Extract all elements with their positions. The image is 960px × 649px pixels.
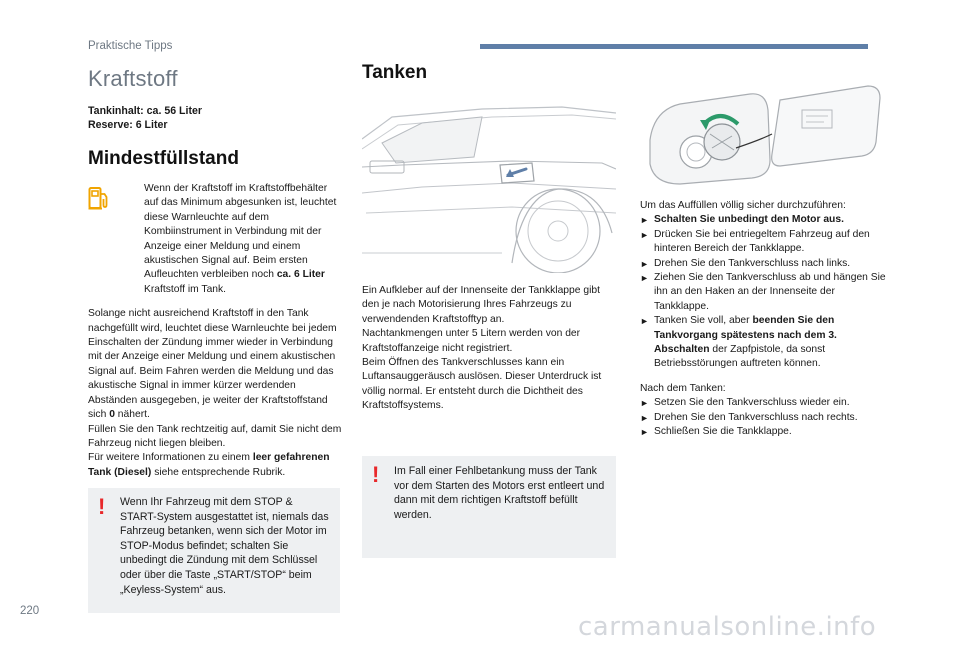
list-item — [640, 271, 892, 314]
misfuelling-warning-note — [362, 456, 616, 558]
step-fill-bold: beenden Sie den Tankvorgang spätestens nach dem 3. Abschalten — [654, 315, 837, 356]
capacity-line: Tankinhalt: ca. 56 Liter — [88, 105, 203, 117]
arrow-bullet-icon: ► — [640, 215, 649, 226]
arrow-bullet-icon: ► — [640, 398, 649, 409]
list-item — [640, 411, 892, 425]
fuel-pump-icon — [88, 182, 144, 297]
list-item — [640, 314, 892, 372]
stop-start-warning-note — [88, 488, 340, 613]
after-step-close-flap: Schließen Sie die Tankklappe. — [654, 426, 792, 438]
misfuelling-warning-text: Im Fall einer Fehlbetankung muss der Tank vor dem Starten des Motors erst entleert und dann mit dem richtigen Kraftstoff befüllt werden. — [394, 465, 605, 521]
warning-light-text-main: Wenn der Kraftstoff im Kraftstoffbehälter auf das Minimum abgesunken ist, leuchtet diese Warnleuchte auf dem Kombiinstrument in Verbindung mit der Anzeige einer Meldung und einem akustischen Signal auf. Beim ersten Aufleuchten verbleiben noch — [144, 183, 337, 281]
empty-tank-reference: leer gefahrenen Tank (Diesel) — [88, 452, 330, 478]
arrow-bullet-icon: ► — [640, 412, 649, 423]
step-turn-left: Drehen Sie den Tankverschluss nach links. — [654, 257, 851, 269]
tanken-intro — [362, 284, 616, 414]
middle-column — [362, 62, 616, 84]
stop-start-warning-text: Wenn Ihr Fahrzeug mit dem STOP & START-System ausgestattet ist, niemals das Fahrzeug betanken, wenn sich der Motor im STOP-Modus befindet; schalten Sie unbedingt die Zündung mit dem Schlüssel oder über die Taste „START/STOP“ beim „Keyless-System“ aus. — [120, 496, 329, 596]
low-fuel-zero: 0 — [109, 409, 115, 421]
step-fill-pre: Tanken Sie voll, aber — [654, 315, 753, 327]
car-rear-illustration — [362, 103, 616, 273]
low-fuel-text: Solange nicht ausreichend Kraftstoff in den Tank nachgefüllt wird, leuchtet diese Warnleuchte bei jedem Einschalten der Zündung immer wieder in Verbindung mit der Anzeige einer Meldung und einem akustischen Signal auf. Beim Fahren werden die Meldung und das akustische Signal in immer kürzer werdenden Abständen ausgegeben, je weiter der Kraftstoffstand sich — [88, 308, 337, 421]
warning-light-text-end: Kraftstoff im Tank. — [144, 283, 227, 295]
list-item — [640, 396, 892, 410]
arrow-bullet-icon: ► — [640, 229, 649, 240]
list-item — [640, 228, 892, 257]
low-fuel-text-end: nähert. — [114, 409, 150, 421]
exclamation-icon: ! — [98, 494, 106, 519]
step-fill-post: der Zapfpistole, da sonst Betriebsstörungen auftreten können. — [654, 344, 826, 370]
section-title-tanken: Tanken — [362, 62, 428, 83]
arrow-bullet-icon: ► — [640, 273, 649, 284]
warning-light-text — [144, 182, 342, 297]
left-column — [88, 62, 342, 480]
page-title: Kraftstoff — [88, 66, 178, 91]
arrow-bullet-icon: ► — [640, 258, 649, 269]
refill-text: Füllen Sie den Tank rechtzeitig auf, damit Sie nicht dem Fahrzeug nicht liegen bleiben. — [88, 423, 342, 449]
arrow-bullet-icon: ► — [640, 427, 649, 438]
refuel-steps — [640, 213, 892, 371]
reserve-line: Reserve: 6 Liter — [88, 119, 168, 131]
refuel-intro: Um das Auffüllen völlig sicher durchzuführen: — [640, 200, 846, 211]
arrow-bullet-icon: ► — [640, 316, 649, 327]
section-title-mindestfuellstand: Mindestfüllstand — [88, 148, 239, 169]
page-number: 220 — [20, 605, 40, 617]
after-step-turn-right: Drehen Sie den Tankverschluss nach rechts. — [654, 411, 858, 423]
step-press-flap: Drücken Sie bei entriegeltem Fahrzeug auf den hinteren Bereich der Tankklappe. — [654, 228, 870, 255]
gauge-paragraph: Nachtankmengen unter 5 Litern werden von der Kraftstoffanzeige nicht registriert. — [362, 328, 581, 354]
warning-light-row — [88, 182, 342, 297]
vacuum-noise-paragraph: Beim Öffnen des Tankverschlusses kann ein Luftansauggeräusch auslösen. Dieser Unterdruck ist völlig normal. Er entsteht durch die Dichtheit des Kraftstoffsystems. — [362, 357, 602, 412]
tank-capacity — [88, 104, 342, 132]
watermark: carmanualsonline.info — [578, 612, 877, 642]
step-hang-cap: Ziehen Sie den Tankverschluss ab und hängen Sie ihn an den Haken an der Innenseite der Tankklappe. — [654, 272, 886, 312]
after-step-refit: Setzen Sie den Tankverschluss wieder ein. — [654, 397, 850, 409]
after-refuel-title: Nach dem Tanken: — [640, 382, 726, 394]
step-engine-off: Schalten Sie unbedingt den Motor aus. — [654, 214, 844, 226]
more-info-text: Für weitere Informationen zu einem — [88, 452, 253, 464]
more-info-text-end: siehe entsprechende Rubrik. — [151, 466, 286, 478]
low-fuel-paragraph — [88, 307, 342, 480]
after-refuel-steps — [640, 396, 892, 439]
reserve-amount: ca. 6 Liter — [276, 269, 325, 281]
header-accent-bar — [480, 44, 868, 49]
list-item — [640, 213, 892, 227]
running-header: Praktische Tipps — [88, 40, 173, 52]
refuel-instructions — [640, 199, 892, 440]
list-item — [640, 257, 892, 271]
list-item — [640, 425, 892, 439]
fuel-cap-illustration — [640, 80, 890, 190]
fuel-sticker-paragraph: Ein Aufkleber auf der Innenseite der Tankklappe gibt den je nach Motorisierung Ihres Fahrzeugs zu verwendenden Kraftstofftyp an. — [362, 285, 600, 325]
exclamation-icon: ! — [372, 462, 380, 487]
